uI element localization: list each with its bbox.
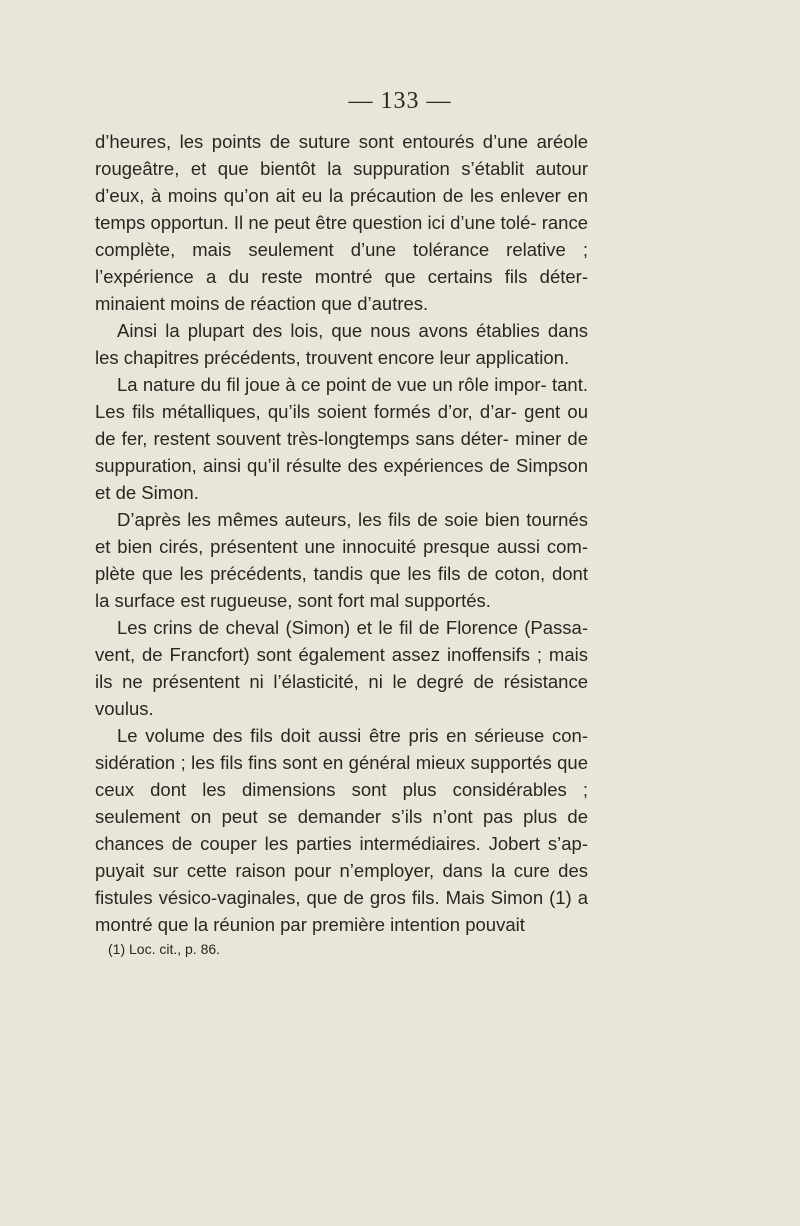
footnote: (1) Loc. cit., p. 86. <box>108 941 221 957</box>
paragraph: Le volume des fils doit aussi être pris en sérieuse con- sidération ; les fils fins sont en général mieux supportés que ceux dont les dimensions sont plus considérables ; seulement on peut se demander s’ils n’ont pas plus de chances de couper les parties intermédiaires. Jobert s’ap- puyait sur cette raison pour n’employer, dans la cure des fistules vésico-vaginales, que de gros fils. Mais Simon (1) a montré que la réunion par première intention pouvait <box>95 725 588 935</box>
body-text <box>95 128 588 938</box>
paragraph: La nature du fil joue à ce point de vue un rôle impor- tant. Les fils métalliques, qu’ils soient formés d’or, d’ar- gent ou de fer, restent souvent très-longtemps sans déter- miner de suppuration, ainsi qu’il résulte des expériences de Simpson et de Simon. <box>95 374 588 503</box>
paragraph: d’heures, les points de suture sont entourés d’une aréole rougeâtre, et que bientôt la suppuration s’établit autour d’eux, à moins qu’on ait eu la précaution de les enlever en temps opportun. Il ne peut être question ici d’une tolé- rance complète, mais seulement d’une tolérance relative ; l’expérience a du reste montré que certains fils déter- minaient moins de réaction que d’autres. <box>95 131 588 314</box>
paragraph: D’après les mêmes auteurs, les fils de soie bien tournés et bien cirés, présentent une innocuité presque aussi com- plète que les précédents, tandis que les fils de coton, dont la surface est rugueuse, sont fort mal supportés. <box>95 509 588 611</box>
paragraph: Ainsi la plupart des lois, que nous avons établies dans les chapitres précédents, trouvent encore leur application. <box>95 320 588 368</box>
page-number: — 133 — <box>348 88 452 114</box>
paragraph: Les crins de cheval (Simon) et le fil de Florence (Passa- vent, de Francfort) sont également assez inoffensifs ; mais ils ne présentent ni l’élasticité, ni le degré de résistance voulus. <box>95 617 588 719</box>
